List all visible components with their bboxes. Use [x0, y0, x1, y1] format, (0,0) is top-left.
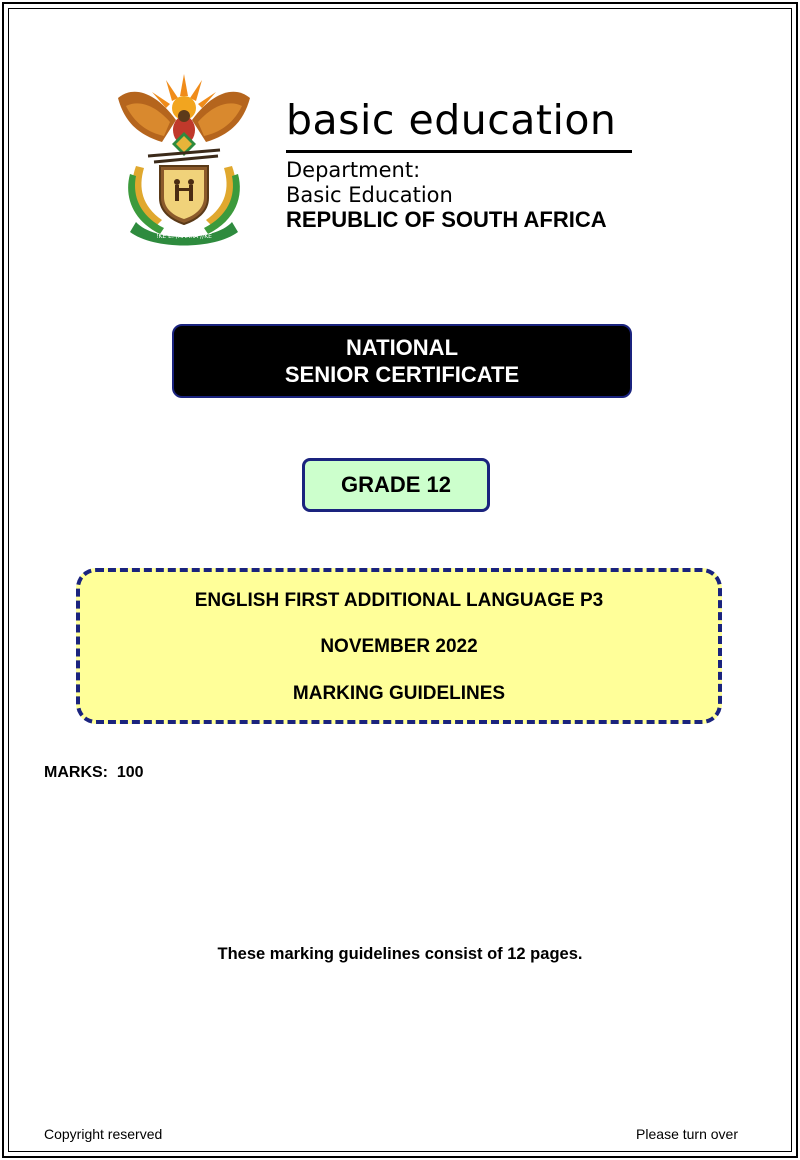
brand-title: basic education: [286, 96, 617, 144]
subject-panel: [76, 568, 722, 724]
country-name: REPUBLIC OF SOUTH AFRICA: [286, 207, 607, 232]
certificate-line-national: NATIONAL: [345, 335, 459, 360]
crest-motto-text: !KE E: /XARRA //KE: [156, 233, 212, 240]
total-marks: MARKS: 100: [44, 764, 144, 781]
grade-badge: [302, 458, 490, 512]
certificate-banner: [172, 324, 632, 398]
footer-turn-over: Please turn over: [636, 1126, 738, 1142]
page-count-note: These marking guidelines consist of 12 pages.: [217, 945, 583, 963]
brand-divider: [286, 150, 632, 153]
footer-copyright: Copyright reserved: [44, 1126, 163, 1142]
exam-session: NOVEMBER 2022: [320, 636, 478, 657]
grade-label: GRADE 12: [340, 472, 452, 497]
coat-of-arms-logo: [114, 70, 254, 246]
document-type: MARKING GUIDELINES: [292, 683, 506, 704]
certificate-line-senior: SENIOR CERTIFICATE: [284, 362, 520, 387]
subject-paper: ENGLISH FIRST ADDITIONAL LANGUAGE P3: [194, 590, 604, 611]
department-name: Basic Education: [286, 183, 453, 207]
department-label: Department:: [286, 158, 421, 182]
